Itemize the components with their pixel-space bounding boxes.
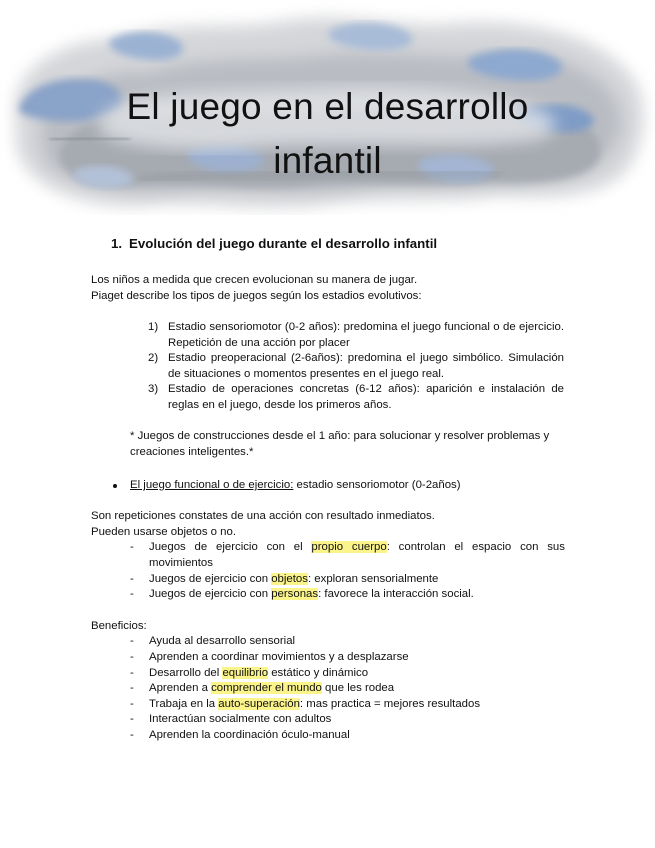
exercise-text: : favorece la interacción social.: [318, 588, 474, 600]
section-heading: [111, 236, 437, 251]
dash-marker: -: [130, 588, 134, 600]
benefit-text: Desarrollo del: [149, 667, 223, 679]
exercise-item: [130, 540, 565, 571]
benefit-item: [130, 666, 565, 682]
highlighted-text: equilibrio: [222, 667, 269, 679]
repetition-line: Son repeticiones constates de una acción con resultado inmediatos.: [91, 510, 435, 522]
dash-marker: -: [130, 651, 134, 663]
intro-line: Piaget describe los tipos de juegos según los estadios evolutivos:: [91, 289, 422, 302]
benefit-item: [130, 650, 565, 666]
benefit-item: [130, 697, 565, 713]
repetition-line: Pueden usarse objetos o no.: [91, 525, 237, 538]
dash-marker: -: [130, 698, 134, 710]
benefit-text: Ayuda al desarrollo sensorial: [149, 635, 296, 647]
highlighted-text: propio cuerpo: [311, 541, 387, 553]
exercise-text: Juegos de ejercicio con: [149, 573, 272, 585]
benefit-text: estático y dinámico: [268, 667, 369, 679]
exercise-text: Juegos de ejercicio con el: [149, 541, 312, 553]
benefit-text: Aprenden a: [149, 682, 212, 694]
dash-marker: -: [130, 729, 134, 741]
bullet-rest-text: estadio sensoriomotor (0-2años): [293, 479, 461, 491]
dash-marker: -: [130, 573, 134, 585]
stage-text: Estadio preoperacional (2-6años): predomina el juego simbólico. Simulación de situaciones o momentos presentes en el juego real.: [168, 352, 564, 380]
exercise-text: : controlan el espacio con sus movimientos: [149, 541, 565, 569]
highlighted-text: comprender el mundo: [211, 682, 322, 694]
benefit-text: que les rodea: [321, 682, 395, 694]
benefit-item: [130, 681, 565, 697]
exercise-text: Juegos de ejercicio con: [149, 588, 272, 600]
exercise-item: [130, 587, 565, 603]
benefit-text: Aprenden la coordinación óculo-manual: [149, 729, 350, 741]
dash-marker: -: [130, 635, 134, 647]
stage-item: [148, 320, 564, 351]
construction-note: * Juegos de construcciones desde el 1 año: para solucionar y resolver problemas y creaciones inteligentes.*: [130, 430, 550, 458]
document-title: El juego en el desarrollo infantil: [126, 86, 529, 181]
intro-line: Los niños a medida que crecen evolucionan su manera de jugar.: [91, 274, 418, 286]
highlighted-text: personas: [271, 588, 319, 600]
dash-marker: -: [130, 541, 134, 553]
dash-marker: -: [130, 667, 134, 679]
bullet-underlined-text: El juego funcional o de ejercicio:: [130, 479, 294, 491]
stage-item: [148, 382, 564, 413]
repetition-paragraph: [91, 509, 571, 540]
section-number: 1.: [111, 236, 123, 251]
section-heading-text: Evolución del juego durante el desarrollo infantil: [129, 236, 438, 251]
highlighted-text: auto-superación: [218, 698, 300, 710]
benefit-text: Aprenden a coordinar movimientos y a desplazarse: [149, 651, 409, 663]
benefit-text: Interactúan socialmente con adultos: [149, 713, 332, 725]
benefit-item: [130, 634, 565, 650]
stage-number: 2): [148, 352, 159, 364]
exercise-text: : exploran sensorialmente: [307, 573, 439, 585]
bullet-item: [130, 478, 565, 494]
dash-marker: -: [130, 713, 134, 725]
exercise-item: [130, 572, 565, 588]
bullet-icon: [113, 484, 117, 488]
intro-paragraph: [91, 273, 571, 304]
benefit-item: [130, 728, 565, 744]
benefits-label: Beneficios:: [91, 620, 147, 632]
stage-number: 3): [148, 383, 159, 395]
benefit-text: : mas practica = mejores resultados: [299, 698, 481, 710]
stage-number: 1): [148, 321, 159, 333]
benefit-item: [130, 712, 565, 728]
dash-marker: -: [130, 682, 134, 694]
stage-text: Estadio sensoriomotor (0-2 años): predomina el juego funcional o de ejercicio. Repetición de una acción por placer: [168, 321, 564, 349]
watercolor-header: [0, 0, 655, 215]
highlighted-text: objetos: [271, 573, 308, 585]
benefit-text: Trabaja en la: [149, 698, 219, 710]
stage-text: Estadio de operaciones concretas (6-12 años): aparición e instalación de reglas en el juego, desde los primeros años.: [168, 383, 564, 411]
stage-item: [148, 351, 564, 382]
